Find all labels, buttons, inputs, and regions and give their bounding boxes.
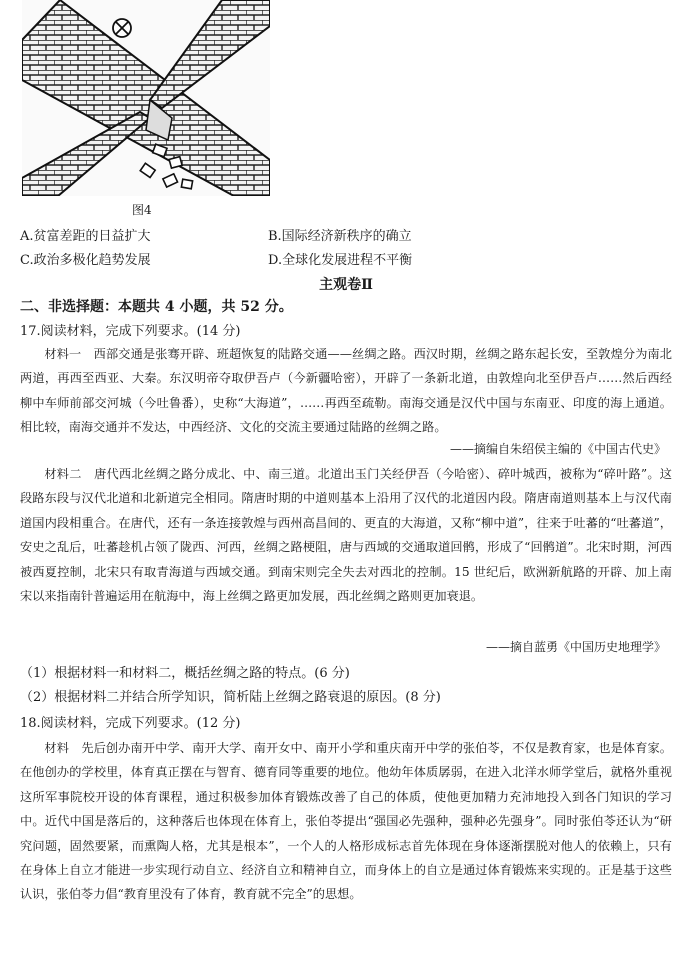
option-a: A.贫富差距的日益扩大: [20, 229, 151, 244]
question-17-sub-2: （2）根据材料二并结合所学知识，简析陆上丝绸之路衰退的原因。(8 分): [20, 690, 441, 705]
figure-caption: 图4: [132, 203, 152, 217]
figure-crossed-brick-walls: [22, 0, 270, 196]
option-b: B.国际经济新秩序的确立: [268, 229, 412, 244]
question-17-material-2: 材料二 唐代西北丝绸之路分成北、中、南三道。北道出玉门关经伊吾（今哈密）、碎叶城西，被称为“碎叶路”。这段路东段与汉代北道和北新道完全相同。隋唐时期的中道则基本上沿用了汉代的北道因内段。隋唐南道则基本上与汉代南道国内段相重合。在唐代，还有一条连接敦煌与西州高昌间的、更直的大海道，又称“柳中道”，往来于吐蕃的“吐蕃道”，安史之乱后，吐蕃趁机占领了陇西、河西，丝绸之路梗阻，唐与西域的交通取道回鹘，形成了“回鹘道”。北宋时期，河西被西夏控制，北宋只有取青海道与西域交通。到南宋则完全失去对西北的控制。15 世纪后，欧洲新航路的开辟、加上南宋以来指南针普遍运用在航海中，海上丝绸之路更加发展，西北丝绸之路则更加衰退。: [20, 467, 672, 604]
option-c: C.政治多极化趋势发展: [20, 253, 151, 268]
question-17-sub-1: （1）根据材料一和材料二，概括丝绸之路的特点。(6 分): [20, 666, 350, 681]
question-17-source-1: ——摘编自朱绍侯主编的《中国古代史》: [449, 442, 666, 456]
question-18-prompt: 18.阅读材料，完成下列要求。(12 分): [20, 716, 241, 731]
question-17-source-2: ——摘自蓝勇《中国历史地理学》: [485, 640, 666, 654]
question-17-prompt: 17.阅读材料，完成下列要求。(14 分): [20, 324, 241, 339]
part-heading: 二、非选择题：本题共 4 小题，共 52 分。: [20, 299, 293, 315]
question-17-material-1: 材料一 西部交通是张骞开辟、班超恢复的陆路交通——丝绸之路。西汉时期，丝绸之路东起长安，至敦煌分为南北两道，再西至西亚、大秦。东汉明帝夺取伊吾卢（今新疆哈密），开辟了一条新北道，由敦煌向北至伊吾卢……然后西经柳中车师前部交河城（今吐鲁番），史称“大海道”，……再西至疏勒。南海交通是汉代中国与东南亚、印度的海上通道。相比较，南海交通并不发达，中西经济、文化的交流主要通过陆路的丝绸之路。: [20, 347, 672, 435]
option-d: D.全球化发展进程不平衡: [268, 253, 413, 268]
question-18-material: 材料 先后创办南开中学、南开大学、南开女中、南开小学和重庆南开中学的张伯苓，不仅是教育家，也是体育家。在他创办的学校里，体育真正摆在与智育、德育同等重要的地位。他幼年体质孱弱，在进入北洋水师学堂后，就格外重视这所军事院校开设的体育课程，通过积极参加体育锻炼改善了自己的体质，使他更加精力充沛地投入到各门知识的学习中。近代中国是落后的，这种落后也体现在体育上，张伯苓提出“强国必先强种，强种必先强身”。同时张伯苓还认为“研究问题，固然要紧，而熏陶人格，尤其是根本”，一个人的人格形成标志首先体现在身体逐渐摆脱对他人的依赖上，只有在身体上自立才能进一步实现行动自立、经济自立和精神自立，而身体上的自立是通过体育锻炼来实现的。正是基于这些认识，张伯苓力倡“教育里没有了体育，教育就不完全”的思想。: [20, 741, 672, 902]
section-title: 主观卷Ⅱ: [319, 277, 373, 293]
